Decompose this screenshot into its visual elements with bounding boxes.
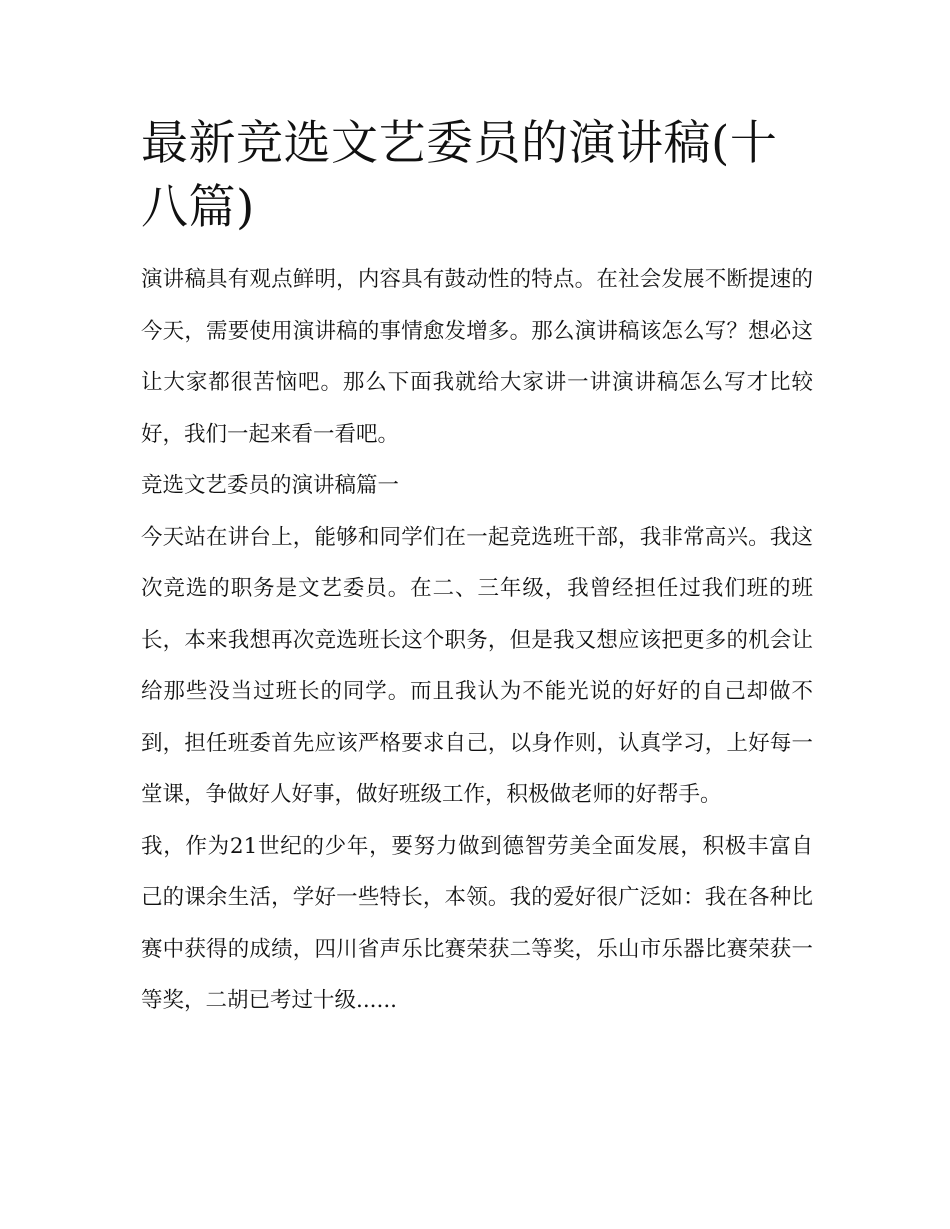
intro-paragraph: 演讲稿具有观点鲜明，内容具有鼓动性的特点。在社会发展不断提速的今天，需要使用演讲稿的事情愈发增多。那么演讲稿该怎么写？想必这让大家都很苦恼吧。那么下面我就给大家讲一讲演讲稿怎么写才比较好，我们一起来看一看吧。 xyxy=(141,267,813,447)
body-paragraph-1: 今天站在讲台上，能够和同学们在一起竞选班干部，我非常高兴。我这次竞选的职务是文艺委员。在二、三年级，我曾经担任过我们班的班长，本来我想再次竞选班长这个职务，但是我又想应该把更多的机会让给那些没当过班长的同学。而且我认为不能光说的好好的自己却做不到，担任班委首先应该严格要求自己，以身作则，认真学习，上好每一堂课，争做好人好事，做好班级工作，积极做老师的好帮手。 xyxy=(141,524,813,807)
document-title: 最新竞选文艺委员的演讲稿(十八篇) xyxy=(141,116,778,235)
section-heading: 竞选文艺委员的演讲稿篇一 xyxy=(141,473,400,498)
document-page xyxy=(141,112,813,1027)
body-paragraph-2: 我，作为21世纪的少年，要努力做到德智劳美全面发展，积极丰富自己的课余生活，学好一些特长，本领。我的爱好很广泛如：我在各种比赛中获得的成绩，四川省声乐比赛荣获二等奖，乐山市乐器比赛荣获一等奖，二胡已考过十级...... xyxy=(141,833,813,1013)
